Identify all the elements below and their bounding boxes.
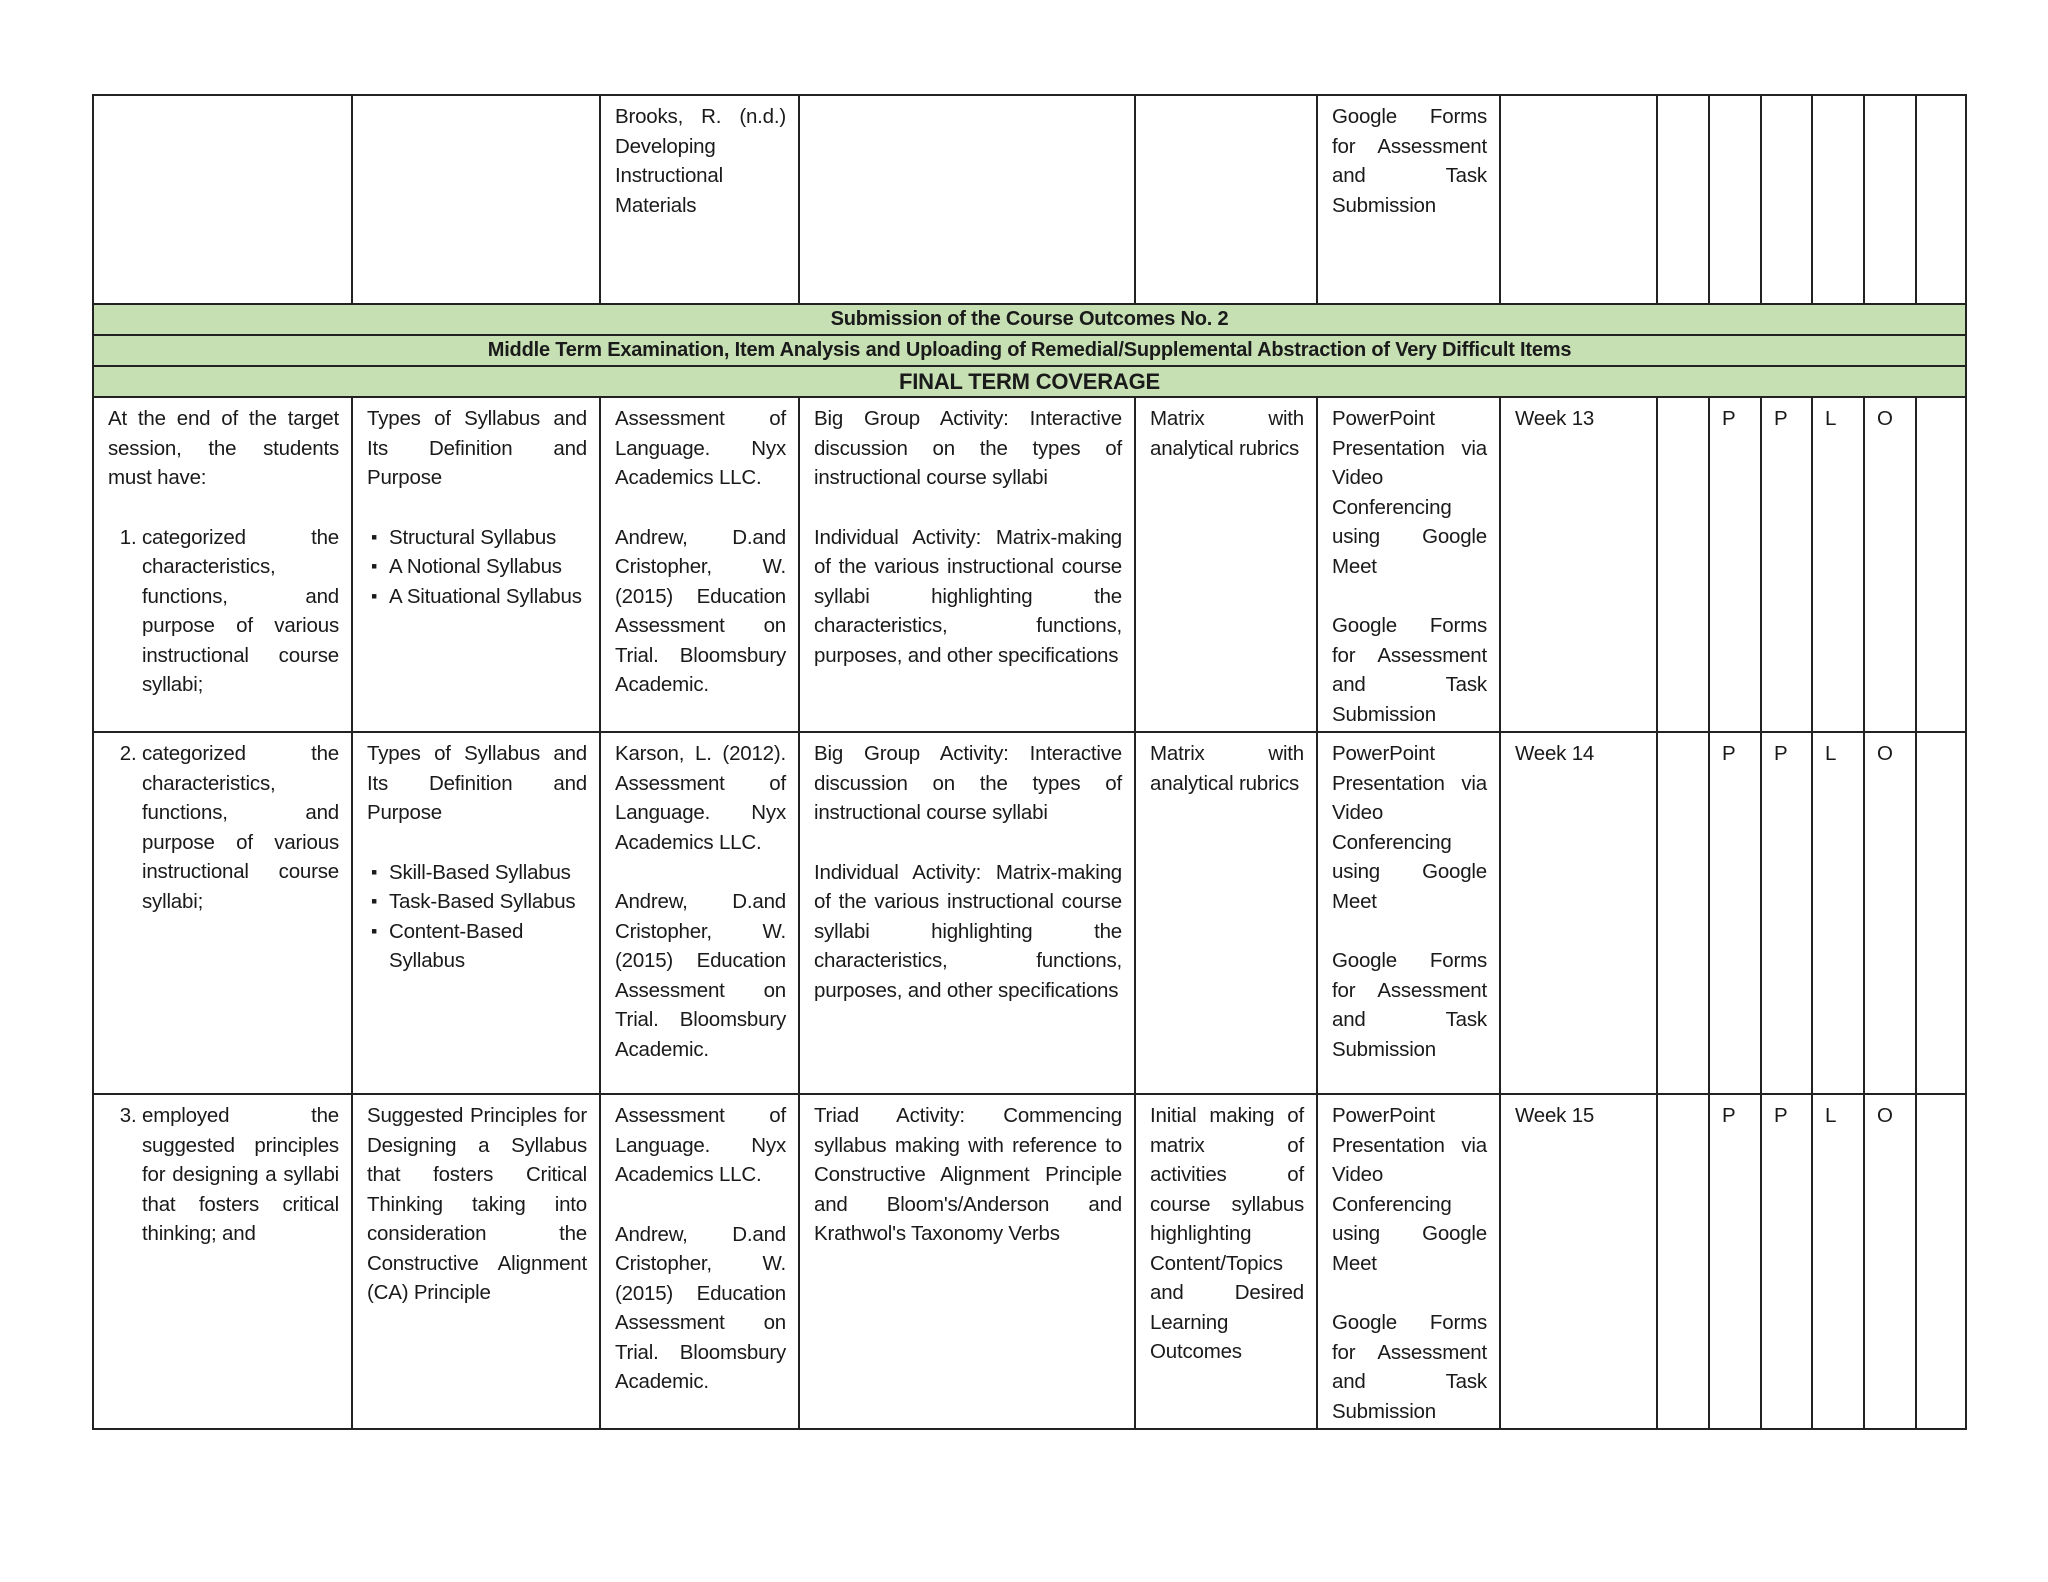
code-cell [1812,95,1864,304]
resource-cell: Google Forms for Assessment and Task Submission [1317,95,1500,304]
code-cell [1916,397,1966,732]
resource-text: PowerPoint Presentation via Video Conferencing using Google Meet [1332,742,1487,913]
outcome-list [108,739,339,916]
assessment-cell: Initial making of matrix of activities of course syllabus highlighting Content/Topics and Desired Learning Outcomes [1135,1094,1317,1429]
resource-text: Google Forms for Assessment and Task Submission [1332,1311,1487,1423]
assessment-cell: Matrix with analytical rubrics [1135,732,1317,1094]
code-cell: L [1812,397,1864,732]
activity-cell [799,397,1135,732]
activity-text: Big Group Activity: Interactive discussion on the types of instructional course syllabi [814,742,1122,824]
assessment-cell [1135,95,1317,304]
code-cell: P [1709,397,1761,732]
resource-cell [1317,732,1500,1094]
code-cell [1657,95,1709,304]
topic-list [367,858,587,976]
code-cell: L [1812,1094,1864,1429]
band-row [93,335,1966,366]
week-cell: Week 13 [1500,397,1657,732]
code-cell [1657,397,1709,732]
list-item: ▪ Content-Based Syllabus [389,917,587,976]
code-cell: O [1864,397,1916,732]
reference-text: Andrew, D.and Cristopher, W.(2015) Education Assessment on Trial. Bloomsbury Academic. [615,890,786,1061]
resource-text: Google Forms for Assessment and Task Submission [1332,949,1487,1061]
activity-text: Triad Activity: Commencing syllabus making with reference to Constructive Alignment Principle and Bloom's/Anderson and Krathwol's Taxonomy Verbs [814,1104,1122,1245]
code-cell: P [1761,1094,1812,1429]
list-item: ▪ Structural Syllabus [389,523,587,553]
outcome-cell [93,397,352,732]
outcome-list [108,523,339,700]
week-cell: Week 15 [1500,1094,1657,1429]
code-cell: P [1709,1094,1761,1429]
reference-text: Andrew, D.and Cristopher, W. (2015) Education Assessment on Trial. Bloomsbury Academic. [615,1222,786,1393]
topic-list [367,523,587,612]
reference-text: Assessment of Language. Nyx Academics LLC. [615,407,786,489]
reference-cell: Brooks, R. (n.d.) Developing Instructional Materials [600,95,799,304]
outcome-item [142,1101,339,1249]
reference-cell [600,397,799,732]
code-cell: O [1864,1094,1916,1429]
topic-cell [352,397,600,732]
table-row [93,732,1966,1094]
band-row [93,304,1966,335]
outcome-cell [93,732,352,1094]
table-row [93,397,1966,732]
code-cell [1761,95,1812,304]
resource-cell [1317,397,1500,732]
week-cell [1500,95,1657,304]
code-cell: L [1812,732,1864,1094]
syllabus-table [92,94,1967,1430]
topic-title: Types of Syllabus and Its Definition and Purpose [367,407,587,489]
outcome-text: categorized the characteristics, functions, and purpose of various instructional course syllabi; [142,525,339,696]
resource-text: PowerPoint Presentation via Video Conferencing using Google Meet [1332,1104,1487,1275]
reference-text: Assessment of Language. Nyx Academics LLC. [615,1104,786,1186]
outcome-item [142,739,339,916]
activity-cell [799,732,1135,1094]
code-cell [1657,732,1709,1094]
outcome-cell [93,1094,352,1429]
topic-cell [352,95,600,304]
activity-text: Big Group Activity: Interactive discussion on the types of instructional course syllabi [814,407,1122,489]
resource-text: PowerPoint Presentation via Video Conferencing using Google Meet [1332,407,1487,578]
final-term-coverage-band: FINAL TERM COVERAGE [93,366,1966,397]
outcome-text: employed the suggested principles for designing a syllabi that fosters critical thinking; and [142,1104,339,1245]
code-cell: P [1709,732,1761,1094]
assessment-cell: Matrix with analytical rubrics [1135,397,1317,732]
reference-text: Karson, L. (2012). Assessment of Language. Nyx Academics LLC. [615,742,786,854]
outcome-item [142,523,339,700]
code-cell: P [1761,397,1812,732]
activity-cell [799,95,1135,304]
activity-text: Individual Activity: Matrix-making of the various instructional course syllabi highlighting the characteristics, functions, purposes, and other specifications [814,860,1122,1002]
outcome-intro: At the end of the target session, the students must have: [108,407,339,489]
table-row [93,95,1966,304]
course-outcome-submission-band: Submission of the Course Outcomes No. 2 [93,304,1966,335]
list-item: ▪ A Situational Syllabus [389,582,587,612]
list-item: ▪ A Notional Syllabus [389,552,587,582]
code-cell: O [1864,732,1916,1094]
reference-cell [600,732,799,1094]
outcome-list [108,1101,339,1249]
list-item: ▪ Task-Based Syllabus [389,887,587,917]
band-row [93,366,1966,397]
week-cell: Week 14 [1500,732,1657,1094]
resource-text: Google Forms for Assessment and Task Submission [1332,614,1487,726]
list-item: ▪ Skill-Based Syllabus [389,858,587,888]
code-cell [1864,95,1916,304]
outcome-text: categorized the characteristics, functions, and purpose of various instructional course syllabi; [142,742,339,913]
activity-text: Individual Activity: Matrix-making of the various instructional course syllabi highlighting the characteristics, functions, purposes, and other specifications [814,525,1122,667]
resource-cell [1317,1094,1500,1429]
activity-cell [799,1094,1135,1429]
topic-title: Types of Syllabus and Its Definition and Purpose [367,742,587,824]
code-cell [1657,1094,1709,1429]
reference-cell [600,1094,799,1429]
table-row [93,1094,1966,1429]
midterm-exam-band: Middle Term Examination, Item Analysis and Uploading of Remedial/Supplemental Abstraction of Very Difficult Items [93,335,1966,366]
code-cell [1709,95,1761,304]
topic-cell [352,732,600,1094]
code-cell [1916,95,1966,304]
code-cell: P [1761,732,1812,1094]
code-cell [1916,732,1966,1094]
topic-title: Suggested Principles for Designing a Syllabus that fosters Critical Thinking taking into consideration the Constructive Alignment (CA) Principle [367,1104,587,1304]
code-cell [1916,1094,1966,1429]
topic-cell [352,1094,600,1429]
outcome-cell [93,95,352,304]
reference-text: Andrew, D.and Cristopher, W.(2015) Education Assessment on Trial. Bloomsbury Academic. [615,525,786,696]
